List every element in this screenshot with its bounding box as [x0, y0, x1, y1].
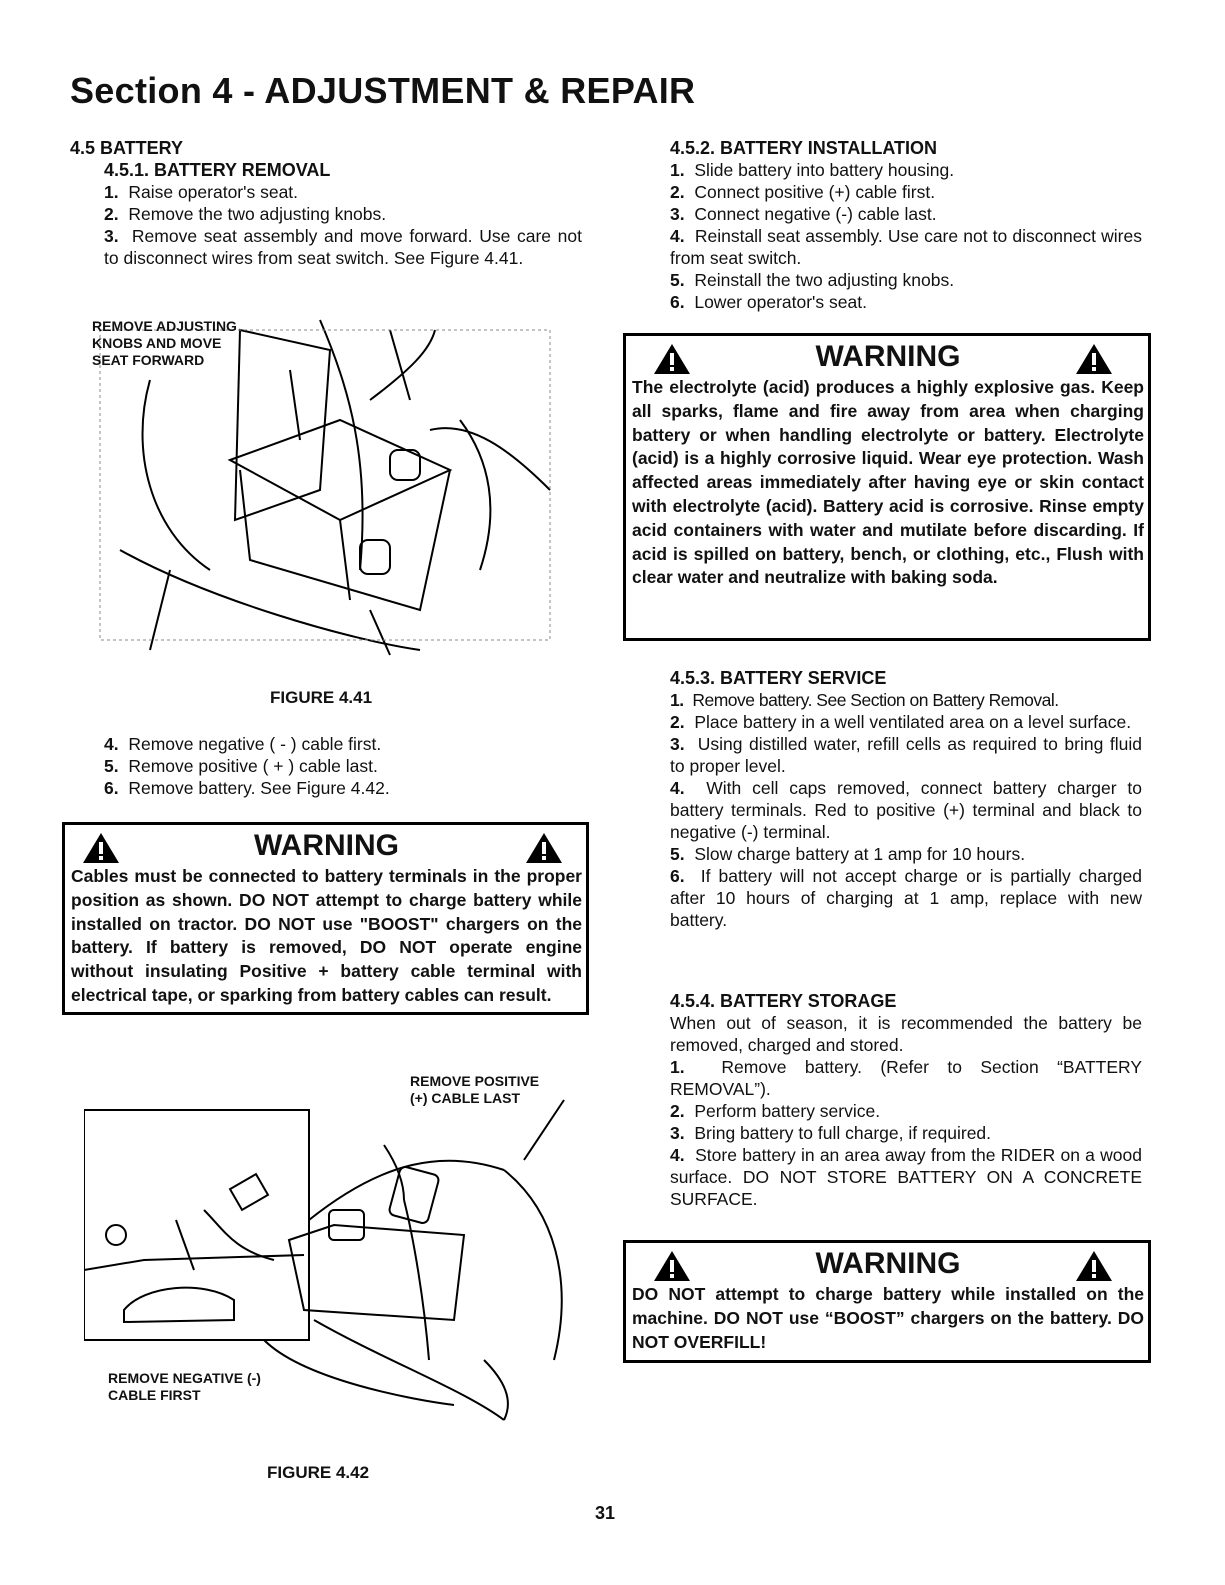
- warning-box-charging: [623, 1240, 1151, 1363]
- warning-triangle-icon: [1074, 342, 1114, 376]
- storage-intro: When out of season, it is recommended the battery be removed, charged and stored.: [670, 1013, 1142, 1055]
- list-item: 4. Store battery in an area away from the RIDER on a wood surface. DO NOT STORE BATTERY ON A CONCRETE SURFACE.: [670, 1145, 1142, 1209]
- removal-steps-a: [70, 181, 582, 269]
- list-item: 1. Slide battery into battery housing.: [670, 160, 955, 180]
- list-item: 6. Remove battery. See Figure 4.42.: [104, 778, 390, 798]
- warning-triangle-icon: [1074, 1249, 1114, 1283]
- figure-4-42-caption: FIGURE 4.42: [267, 1463, 370, 1482]
- list-item: 6. Lower operator's seat.: [670, 292, 867, 312]
- list-item: 3. Bring battery to full charge, if required.: [670, 1123, 992, 1143]
- section-heading-battery-service: 4.5.3. BATTERY SERVICE: [670, 668, 887, 688]
- warning-triangle-icon: [652, 1249, 692, 1283]
- right-column-storage: [670, 990, 1142, 1210]
- list-item: 3. Connect negative (-) cable last.: [670, 204, 937, 224]
- list-item: 4. Reinstall seat assembly. Use care not to disconnect wires from seat switch.: [670, 226, 1142, 268]
- list-item: 1. Remove battery. See Section on Battery Removal.: [670, 690, 1059, 710]
- list-item: 3. Remove seat assembly and move forward. Use care not to disconnect wires from seat switch. See Figure 4.41.: [104, 226, 582, 268]
- figure-4-42-callout-positive: REMOVE POSITIVE (+) CABLE LAST: [410, 1073, 540, 1106]
- service-steps: [670, 689, 1142, 931]
- list-item: 4. With cell caps removed, connect battery charger to battery terminals. Red to positive (+) terminal and black to negative (-) terminal.: [670, 778, 1142, 842]
- list-item: 5. Remove positive ( + ) cable last.: [104, 756, 378, 776]
- page-number: 31: [595, 1503, 616, 1523]
- warning-triangle-icon: [524, 831, 564, 865]
- warning-body: Cables must be connected to battery terminals in the proper position as shown. DO NOT attempt to charge battery while installed on tractor. DO NOT use "BOOST" chargers on the battery. If battery is removed, DO NOT operate engine without insulating Positive + battery cable terminal with electrical tape, or sparking from battery cables can result.: [71, 866, 582, 1005]
- install-steps: [670, 159, 1142, 313]
- figure-4-41-callout: REMOVE ADJUSTING KNOBS AND MOVE SEAT FORWARD: [92, 318, 237, 368]
- warning-title: WARNING: [632, 1247, 1144, 1283]
- storage-steps: [670, 1056, 1142, 1210]
- list-item: 4. Remove negative ( - ) cable first.: [104, 734, 382, 754]
- warning-title: WARNING: [632, 340, 1144, 376]
- left-column: [70, 137, 585, 269]
- list-item: 2. Place battery in a well ventilated area on a level surface.: [670, 712, 1132, 732]
- page-title: Section 4 - ADJUSTMENT & REPAIR: [70, 70, 696, 111]
- list-item: 5. Slow charge battery at 1 amp for 10 hours.: [670, 844, 1026, 864]
- warning-body: The electrolyte (acid) produces a highly explosive gas. Keep all sparks, flame and fire away from area when charging battery or when handling electrolyte or battery. Electrolyte (acid) is a highly corrosive liquid. Wear eye protection. Wash affected areas immediately after having eye or skin contact with electrolyte (acid). Battery acid is corrosive. Rinse empty acid containers with water and mutilate before discarding. If acid is spilled on battery, bench, or clothing, etc., Flush with clear water and neutralize with baking soda.: [632, 377, 1144, 588]
- removal-steps-b: [104, 733, 574, 799]
- list-item: 5. Reinstall the two adjusting knobs.: [670, 270, 955, 290]
- section-heading-battery: 4.5 BATTERY: [70, 138, 184, 158]
- list-item: 6. If battery will not accept charge or is partially charged after 10 hours of charging at 1 amp, replace with new battery.: [670, 866, 1142, 930]
- warning-title: WARNING: [71, 829, 582, 865]
- list-item: 2. Perform battery service.: [670, 1101, 881, 1121]
- warning-triangle-icon: [81, 831, 121, 865]
- section-heading-battery-storage: 4.5.4. BATTERY STORAGE: [670, 991, 897, 1011]
- right-column-service: [670, 667, 1142, 931]
- right-column: [670, 137, 1142, 313]
- section-heading-battery-removal: 4.5.1. BATTERY REMOVAL: [104, 160, 331, 180]
- list-item: 2. Connect positive (+) cable first.: [670, 182, 936, 202]
- warning-box-electrolyte: [623, 333, 1151, 641]
- list-item: 2. Remove the two adjusting knobs.: [104, 204, 387, 224]
- list-item: 1. Raise operator's seat.: [104, 182, 299, 202]
- figure-4-41-caption: FIGURE 4.41: [270, 688, 373, 707]
- warning-triangle-icon: [652, 342, 692, 376]
- section-heading-battery-installation: 4.5.2. BATTERY INSTALLATION: [670, 138, 938, 158]
- list-item: 1. Remove battery. (Refer to Section “BATTERY REMOVAL”).: [670, 1057, 1142, 1099]
- warning-box-cables: [62, 822, 589, 1015]
- warning-body: DO NOT attempt to charge battery while installed on the machine. DO NOT use “BOOST” chargers on the battery. DO NOT OVERFILL!: [632, 1284, 1144, 1352]
- figure-4-42-callout-negative: REMOVE NEGATIVE (-) CABLE FIRST: [108, 1370, 261, 1403]
- list-item: 3. Using distilled water, refill cells as required to bring fluid to proper level.: [670, 734, 1142, 776]
